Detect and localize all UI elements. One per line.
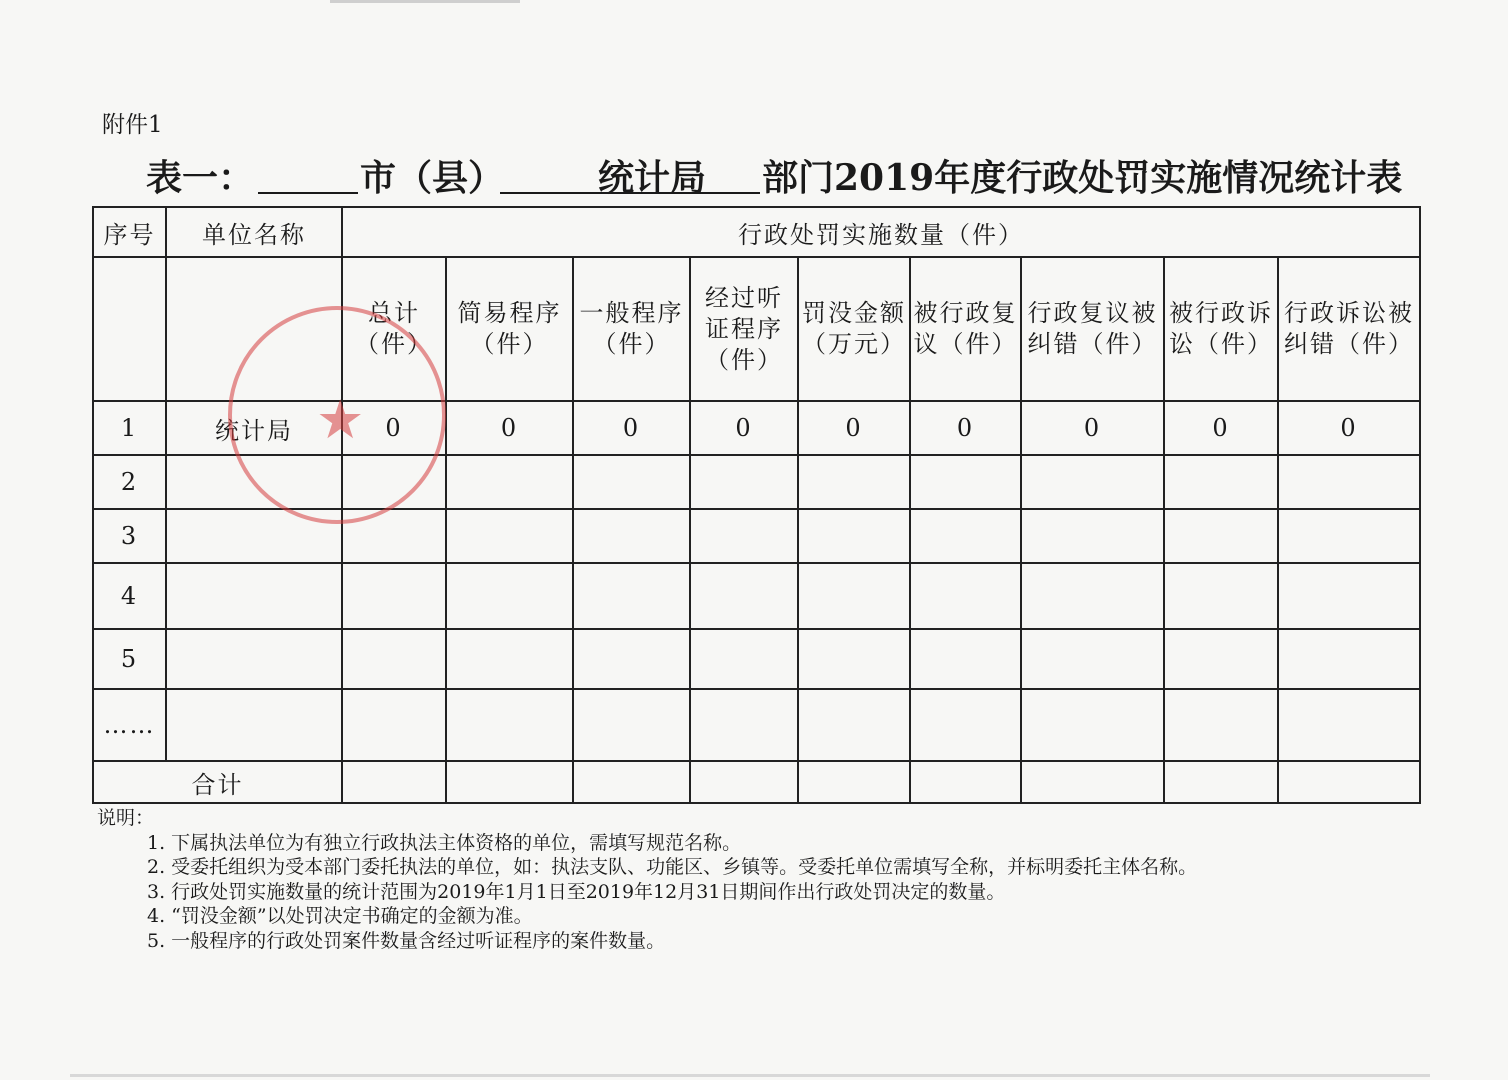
row-value-cell[interactable] [573,629,690,689]
row-unit-name[interactable] [166,455,342,509]
subheader-row [93,257,1420,401]
row-value-cell[interactable] [1278,509,1420,563]
subheader-line: 证程序 [705,314,783,343]
seal-star-icon: ★ [316,388,365,451]
title-city: 市（县） [360,157,505,199]
subheader-4 [798,257,910,401]
table-body [93,401,1420,761]
total-cell[interactable] [690,761,798,803]
row-value-cell[interactable] [1021,689,1164,761]
row-value-cell[interactable] [1021,455,1164,509]
row-value-cell[interactable] [910,455,1021,509]
row-value-cell[interactable] [910,689,1021,761]
subheader-line: 讼（件） [1169,330,1273,358]
subheader-1 [446,257,573,401]
row-value-cell[interactable] [573,455,690,509]
row-value-cell[interactable] [798,563,910,629]
total-cell[interactable] [1278,761,1420,803]
table-row [93,509,1420,563]
row-value-cell[interactable] [910,563,1021,629]
subheader-7 [1164,257,1278,401]
row-value-cell[interactable]: 0 [573,401,690,455]
header-penalty-count: 行政处罚实施数量（件） [342,207,1420,257]
note-item: 4. “罚没金额”以处罚决定书确定的金额为准。 [147,905,533,927]
note-item: 2. 受委托组织为受本部门委托执法的单位，如：执法支队、功能区、乡镇等。受委托单位需填写全称，并标明委托主体名称。 [147,856,1198,878]
subheader-line: 行政诉讼被 [1284,299,1414,327]
title-suffix: 部门2019年度行政处罚实施情况统计表 [762,157,1403,199]
row-value-cell[interactable] [342,509,446,563]
table-row [93,629,1420,689]
row-value-cell[interactable]: 0 [342,401,446,455]
row-value-cell[interactable]: 0 [446,401,573,455]
notes-section [97,806,1197,953]
subheader-line: 被行政诉 [1169,299,1273,327]
row-value-cell[interactable] [1164,629,1278,689]
subheader-2 [573,257,690,401]
row-value-cell[interactable]: 0 [798,401,910,455]
row-unit-name[interactable] [166,629,342,689]
subheader-line: 总计 [368,299,420,327]
penalty-statistics-table [92,206,1421,804]
subheader-line: （万元） [802,330,906,358]
subheader-line: （件） [705,345,783,374]
title-prefix: 表一： [146,157,255,199]
subheader-5 [910,257,1021,401]
note-item: 5. 一般程序的行政处罚案件数量含经过听证程序的案件数量。 [147,929,666,952]
subheader-line: （件） [355,330,433,358]
city-blank [258,150,358,194]
row-index: 5 [93,629,166,689]
row-value-cell[interactable] [342,455,446,509]
row-value-cell[interactable] [798,629,910,689]
row-value-cell[interactable] [446,509,573,563]
note-item: 3. 行政处罚实施数量的统计范围为2019年1月1日至2019年12月31日期间作出行政处罚决定的数量。 [147,880,1006,903]
row-value-cell[interactable] [1278,629,1420,689]
attachment-label: 附件1 [102,112,163,138]
subheader-line: 一般程序 [579,299,684,327]
row-value-cell[interactable] [690,509,798,563]
header-unit-blank [166,257,342,401]
subheader-3 [690,257,798,401]
total-cell[interactable] [446,761,573,803]
row-value-cell[interactable] [573,563,690,629]
row-value-cell[interactable] [910,509,1021,563]
subheader-line: 纠错（件） [1027,330,1158,358]
row-value-cell[interactable] [1278,563,1420,629]
subheader-0 [342,257,446,401]
total-cell[interactable] [910,761,1021,803]
row-index: 3 [93,509,166,563]
table-row [93,563,1420,629]
row-value-cell[interactable]: 0 [1164,401,1278,455]
total-label: 合计 [93,761,342,803]
row-index: …… [93,689,166,761]
row-value-cell[interactable] [910,629,1021,689]
subheader-line: 行政复议被 [1027,299,1158,327]
row-value-cell[interactable] [446,689,573,761]
row-value-cell[interactable]: 0 [1021,401,1164,455]
total-cell[interactable] [342,761,446,803]
row-value-cell[interactable] [690,689,798,761]
header-index: 序号 [93,207,166,257]
row-value-cell[interactable] [1164,689,1278,761]
row-value-cell[interactable] [798,689,910,761]
row-value-cell[interactable] [1164,509,1278,563]
row-value-cell[interactable] [1021,563,1164,629]
row-value-cell[interactable] [573,689,690,761]
row-value-cell[interactable]: 0 [690,401,798,455]
table-row [93,689,1420,761]
row-value-cell[interactable] [1164,455,1278,509]
row-value-cell[interactable]: 0 [910,401,1021,455]
page-edge-top [330,0,520,3]
row-value-cell[interactable] [690,563,798,629]
row-value-cell[interactable] [1278,689,1420,761]
header-index-blank [93,257,166,401]
subheader-line: 经过听 [705,283,783,312]
row-index: 2 [93,455,166,509]
table-row [93,401,1420,455]
row-index: 4 [93,563,166,629]
subheader-line: 简易程序 [457,299,562,327]
total-cell[interactable] [1021,761,1164,803]
subheader-line: 罚没金额 [802,299,906,327]
row-value-cell[interactable] [446,629,573,689]
row-value-cell[interactable] [573,509,690,563]
row-unit-name[interactable] [166,563,342,629]
total-cell[interactable] [798,761,910,803]
header-unit-name: 单位名称 [166,207,342,257]
row-value-cell[interactable] [798,509,910,563]
row-value-cell[interactable] [446,563,573,629]
table-row [93,455,1420,509]
subheader-line: （件） [470,330,549,358]
row-unit-name[interactable]: 统计局 [166,401,342,455]
row-unit-name[interactable] [166,509,342,563]
subheader-line: 被行政复 [913,299,1018,327]
subheader-line: 议（件） [913,330,1018,358]
row-value-cell[interactable] [342,689,446,761]
row-value-cell[interactable]: 0 [1278,401,1420,455]
title-bureau: 统计局 [598,157,707,199]
notes-heading: 说明： [97,807,155,829]
row-value-cell[interactable] [1021,629,1164,689]
row-value-cell[interactable] [798,455,910,509]
subheader-8 [1278,257,1420,401]
row-value-cell[interactable] [446,455,573,509]
row-value-cell[interactable] [690,629,798,689]
subheader-line: （件） [592,330,671,358]
row-value-cell[interactable] [1021,509,1164,563]
page-edge-bottom [70,1074,1430,1077]
row-value-cell[interactable] [342,629,446,689]
row-value-cell[interactable] [1164,563,1278,629]
row-unit-name[interactable] [166,689,342,761]
document-title [146,150,1403,204]
subheader-line: 纠错（件） [1284,330,1414,358]
row-value-cell[interactable] [1278,455,1420,509]
row-value-cell[interactable] [690,455,798,509]
row-index: 1 [93,401,166,455]
total-cell[interactable] [573,761,690,803]
note-item: 1. 下属执法单位为有独立行政执法主体资格的单位，需填写规范名称。 [147,831,742,854]
row-value-cell[interactable] [342,563,446,629]
subheader-6 [1021,257,1164,401]
total-cell[interactable] [1164,761,1278,803]
